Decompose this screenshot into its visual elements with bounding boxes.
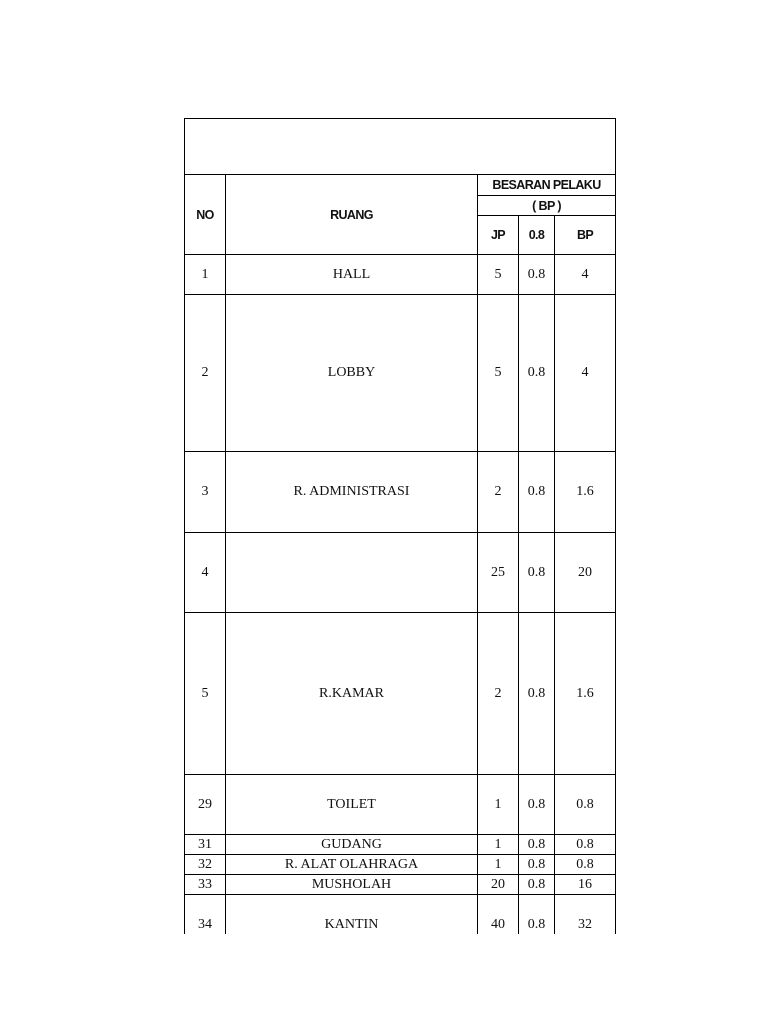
cell-ruang: TOILET (226, 775, 478, 835)
table-row (185, 855, 616, 875)
cell-ruang: KANTIN (226, 895, 478, 935)
header-ruang: RUANG (226, 175, 478, 255)
cell-no: 3 (185, 452, 226, 533)
cell-ruang: GUDANG (226, 835, 478, 855)
cell-jp: 5 (478, 255, 519, 295)
cell-ruang: R.KAMAR (226, 613, 478, 775)
cell-factor: 0.8 (519, 895, 555, 935)
cell-factor: 0.8 (519, 835, 555, 855)
cell-factor: 0.8 (519, 613, 555, 775)
cell-bp: 0.8 (555, 835, 616, 855)
cell-bp: 16 (555, 875, 616, 895)
cell-factor: 0.8 (519, 533, 555, 613)
cell-factor: 0.8 (519, 452, 555, 533)
cell-jp: 1 (478, 855, 519, 875)
cell-jp: 5 (478, 295, 519, 452)
cell-bp: 1.6 (555, 452, 616, 533)
header-bp-sub: ( BP ) (478, 196, 616, 216)
cell-jp: 25 (478, 533, 519, 613)
blank-title-row (185, 119, 616, 175)
header-no: NO (185, 175, 226, 255)
cell-jp: 2 (478, 452, 519, 533)
cell-ruang: MUSHOLAH (226, 875, 478, 895)
cell-factor: 0.8 (519, 255, 555, 295)
cell-bp: 1.6 (555, 613, 616, 775)
header-factor: 0.8 (519, 216, 555, 255)
table-row (185, 295, 616, 452)
cell-no: 33 (185, 875, 226, 895)
header-bp: BP (555, 216, 616, 255)
cell-no: 29 (185, 775, 226, 835)
cell-no: 5 (185, 613, 226, 775)
cell-bp: 0.8 (555, 855, 616, 875)
cell-jp: 1 (478, 775, 519, 835)
blank-title-cell (185, 119, 616, 175)
cell-no: 31 (185, 835, 226, 855)
cell-bp: 4 (555, 255, 616, 295)
cell-ruang: HALL (226, 255, 478, 295)
table-row (185, 533, 616, 613)
cell-jp: 2 (478, 613, 519, 775)
table-row (185, 613, 616, 775)
cell-factor: 0.8 (519, 855, 555, 875)
cell-bp: 0.8 (555, 775, 616, 835)
table-row (185, 452, 616, 533)
header-besaran-pelaku: BESARAN PELAKU (478, 175, 616, 196)
cell-bp: 20 (555, 533, 616, 613)
table-row (185, 895, 616, 935)
cell-no: 4 (185, 533, 226, 613)
cell-jp: 1 (478, 835, 519, 855)
cell-ruang: R. ALAT OLAHRAGA (226, 855, 478, 875)
besaran-pelaku-table (184, 118, 616, 934)
table-row (185, 835, 616, 855)
cell-ruang: R. ADMINISTRASI (226, 452, 478, 533)
cell-bp: 4 (555, 295, 616, 452)
cell-no: 2 (185, 295, 226, 452)
header-jp: JP (478, 216, 519, 255)
cell-ruang: LOBBY (226, 295, 478, 452)
cell-no: 34 (185, 895, 226, 935)
table-row (185, 775, 616, 835)
cell-no: 32 (185, 855, 226, 875)
cell-jp: 40 (478, 895, 519, 935)
cell-factor: 0.8 (519, 875, 555, 895)
header-row-1 (185, 175, 616, 196)
table-row (185, 875, 616, 895)
cell-jp: 20 (478, 875, 519, 895)
cell-bp: 32 (555, 895, 616, 935)
cell-factor: 0.8 (519, 775, 555, 835)
cell-ruang (226, 533, 478, 613)
table-row (185, 255, 616, 295)
spreadsheet-page (184, 118, 616, 934)
cell-no: 1 (185, 255, 226, 295)
cell-factor: 0.8 (519, 295, 555, 452)
